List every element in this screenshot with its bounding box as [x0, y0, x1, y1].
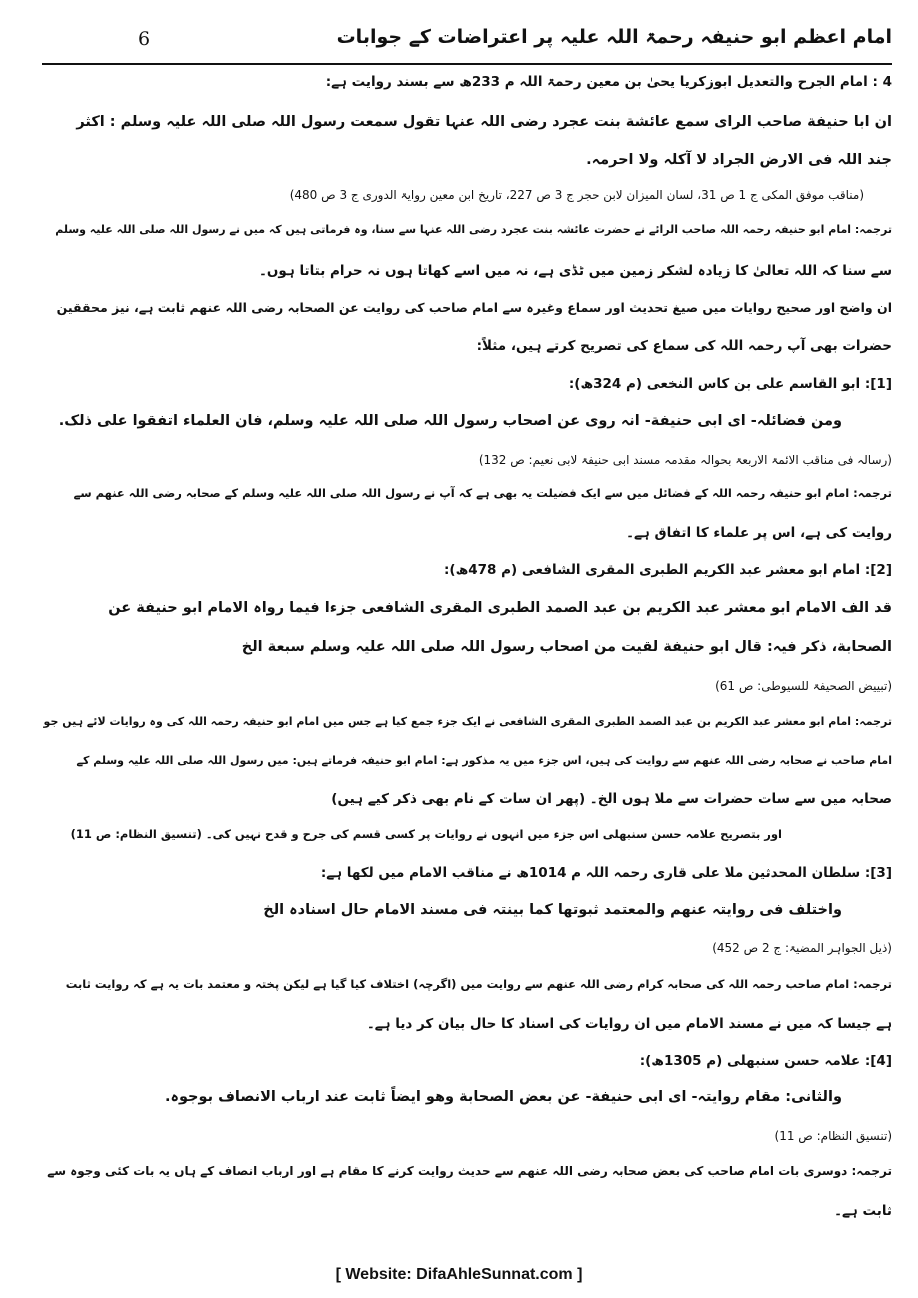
translation-line: ثابت ہے۔: [834, 1203, 892, 1219]
text-line: اور بتصریح علامہ حسن سنبھلی اس جزء میں انہوں نے روایات پر کسی قسم کی جرح و قدح نہیں کی۔ (تنسیق النظام: ص 11): [70, 827, 782, 841]
arabic-quote-line: واختلف فی روایتہ عنھم والمعتمد ثبوتھا کما بینتہ فی مسند الامام حال اسنادہ الخ: [263, 902, 842, 918]
header-title: امام اعظم ابو حنیفہ رحمۃ اللہ علیہ پر اعتراضات کے جوابات: [336, 26, 892, 48]
section-heading-1: [1]: ابو القاسم علی بن کاس النخعی (م 324ھ):: [568, 376, 892, 392]
translation-line: سے سنا کہ اللہ تعالیٰ کا زیادہ لشکر زمین میں ٹڈی ہے، نہ میں اسے کھاتا ہوں نہ حرام بتاتا ہوں۔: [258, 263, 892, 279]
arabic-quote-line: جند اللہ فی الارض الجراد لا آکلہ ولا احرمہ.: [586, 152, 892, 168]
reference-line: (مناقب موفق المکی ج 1 ص 31، لسان المیزان لابن حجر ج 3 ص 227، تاریخ ابن معین روایۃ الدوری ج 3 ص 480): [289, 188, 864, 202]
translation-line: صحابہ میں سے سات حضرات سے ملا ہوں الخ۔ (پھر ان سات کے نام بھی ذکر کیے ہیں): [331, 791, 892, 807]
arabic-quote-line: والثانی: مقام روایتہ- ای ابی حنیفة- عن بعض الصحابة وھو ایضاً ثابت عند ارباب الانصاف بوجوہ.: [164, 1089, 842, 1105]
page-header: [42, 20, 892, 68]
translation-line: امام صاحب نے صحابہ رضی اللہ عنھم سے روایت کی ہیں، اس جزء میں یہ مذکور ہے: امام ابو حنیفہ فرماتے ہیں: میں رسول اللہ صلی اللہ علیہ وسلم کے: [76, 754, 892, 767]
website-footer: [ Website: DifaAhleSunnat.com ]: [335, 1266, 583, 1283]
section-heading-4: [4]: علامہ حسن سنبھلی (م 1305ھ):: [639, 1053, 892, 1069]
page-number: 6: [138, 28, 151, 50]
translation-line: ترجمہ: امام ابو معشر عبد الکریم بن عبد الصمد الطبری المقری الشافعی نے ایک جزء جمع کیا ہے جس میں امام ابو حنیفہ رحمہ اللہ کی وہ روایات لائے ہیں جو: [43, 715, 892, 728]
translation-line: ترجمہ: دوسری بات امام صاحب کی بعض صحابہ رضی اللہ عنھم سے حدیث روایت کرنے کا مقام ہے اور ارباب انصاف کے ہاں یہ بات کئی وجوہ سے: [47, 1164, 892, 1178]
arabic-quote-line: ومن فضائلہ- ای ابی حنیفة- انہ روی عن اصحاب رسول اللہ صلی اللہ علیہ وسلم، فان العلماء اتفقوا علی ذلک.: [58, 413, 842, 429]
reference-line: (تبییض الصحیفۃ للسیوطی: ص 61): [715, 679, 892, 693]
reference-line: (ذیل الجواہر المضیۃ: ج 2 ص 452): [712, 941, 892, 955]
translation-line: ترجمہ: امام صاحب رحمہ اللہ کی صحابہ کرام رضی اللہ عنھم سے روایت میں (اگرچہ) اختلاف کیا گیا ہے لیکن پختہ و معتمد بات یہ ہے کہ روایت ثابت: [65, 977, 892, 991]
reference-line: (تنسیق النظام: ص 11): [774, 1129, 892, 1143]
translation-line: ترجمہ: امام ابو حنیفہ رحمہ اللہ صاحب الرائے نے حضرت عائشہ بنت عجرد رضی اللہ عنہا سے سنا، وہ فرماتی ہیں کہ میں نے رسول اللہ صلی اللہ علیہ وسلم: [55, 223, 892, 236]
text-line: ان واضح اور صحیح روایات میں صیغ تحدیث اور سماع وغیرہ سے امام صاحب کی روایت عن الصحابہ رضی اللہ عنھم ثابت ہے، نیز محققین: [56, 300, 892, 315]
arabic-quote-line: ان ابا حنیفة صاحب الرای سمع عائشة بنت عجرد رضی اللہ عنہا تقول سمعت رسول اللہ صلی اللہ علیہ وسلم : اکثر: [76, 114, 892, 130]
section-heading-3: [3]: سلطان المحدثین ملا علی قاری رحمہ اللہ م 1014ھ نے مناقب الامام میں لکھا ہے:: [320, 865, 892, 881]
translation-line: روایت کی ہے، اس پر علماء کا اتفاق ہے۔: [626, 525, 892, 541]
text-line: 4 : امام الجرح والتعدیل ابوزکریا یحیٰ بن معین رحمۃ اللہ م 233ھ سے بسند روایت ہے:: [325, 74, 892, 90]
reference-line: (رسالہ فی مناقب الائمۃ الاربعۃ بحوالہ مقدمہ مسند ابی حنیفۃ لابی نعیم: ص 132): [478, 453, 892, 467]
translation-line: ہے جیسا کہ میں نے مسند الامام میں ان روایات کی اسناد کا حال بیان کر دیا ہے۔: [366, 1016, 892, 1032]
translation-line: ترجمہ: امام ابو حنیفہ رحمہ اللہ کے فضائل میں سے ایک فضیلت یہ بھی ہے کہ آپ نے رسول اللہ صلی اللہ علیہ وسلم کے صحابہ رضی اللہ عنھم سے: [73, 486, 892, 500]
text-line: حضرات بھی آپ رحمہ اللہ کی سماع کی تصریح کرتے ہیں، مثلاً:: [476, 338, 892, 354]
arabic-quote-line: الصحابة، ذکر فیہ: قال ابو حنیفة لقیت من اصحاب رسول اللہ صلی اللہ علیہ وسلم سبعة الخ: [241, 639, 892, 655]
arabic-quote-line: قد الف الامام ابو معشر عبد الکریم بن عبد الصمد الطبری المقری الشافعی جزءا فیما رواہ الامام ابو حنیفة عن: [108, 600, 892, 616]
section-heading-2: [2]: امام ابو معشر عبد الکریم الطبری المقری الشافعی (م 478ھ):: [444, 562, 892, 578]
header-divider: [42, 63, 892, 65]
